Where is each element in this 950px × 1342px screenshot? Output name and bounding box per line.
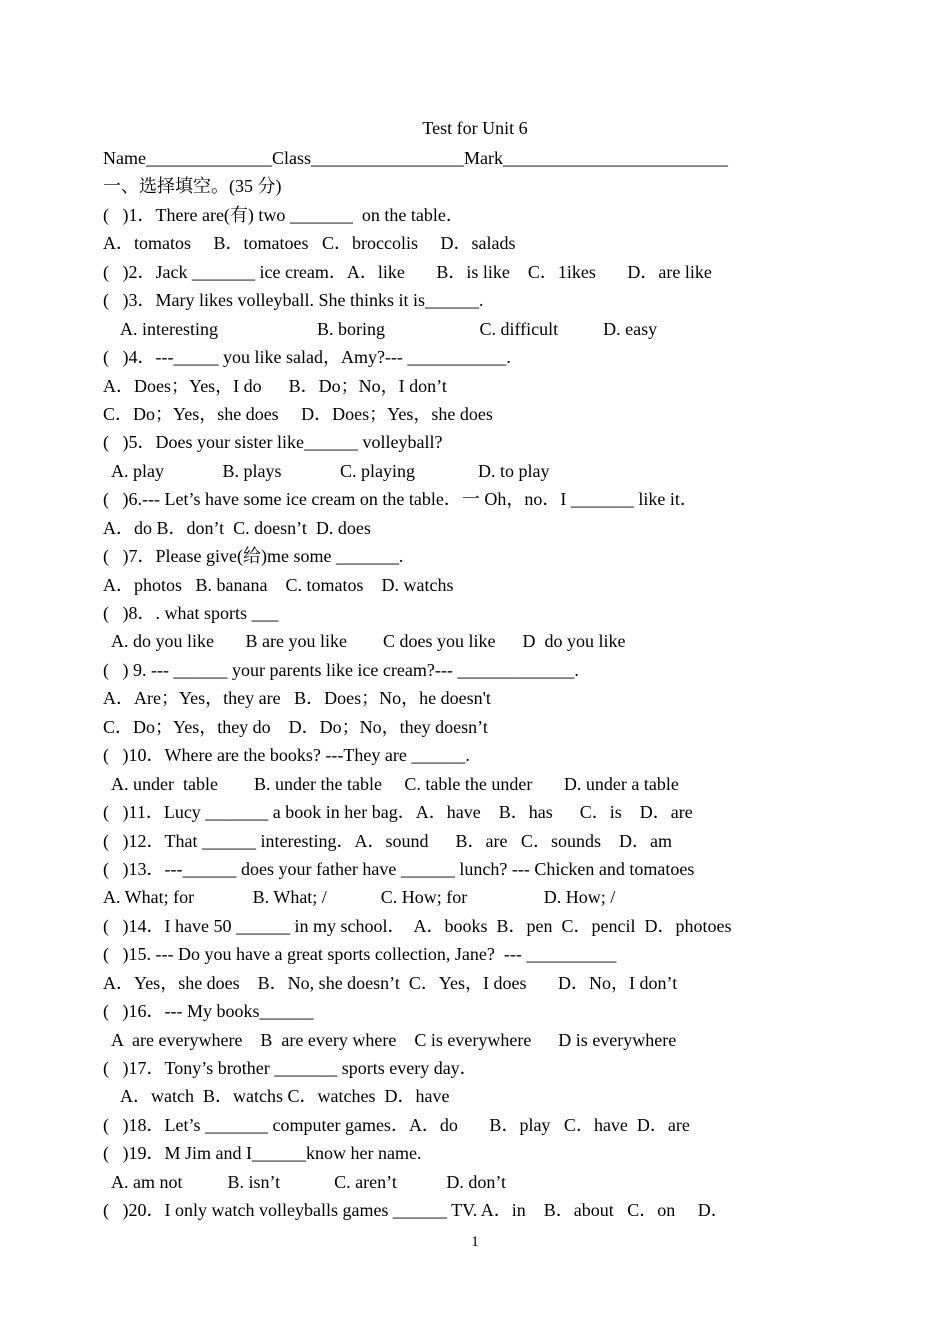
- question-lines: [103, 144, 903, 1225]
- options-line: A are everywhere B are every where C is everywhere D is everywhere: [103, 1029, 677, 1050]
- question-line: ( )19．M Jim and I______know her name.: [103, 1143, 422, 1164]
- options-line: A．do B．don’t C. doesn’t D. does: [103, 517, 371, 538]
- options-line: A．Yes，she does B．No, she doesn’t C．Yes，I does D．No，I don’t: [103, 972, 678, 993]
- options-line: C．Do；Yes，she does D．Does；Yes，she does: [103, 403, 493, 424]
- name-class-mark-line: Name______________Class_________________Mark_________________________: [103, 148, 728, 168]
- question-line: ( )15. --- Do you have a great sports collection, Jane? --- __________: [103, 944, 617, 965]
- question-line: ( )13．---______ does your father have ______ lunch? --- Chicken and tomatoes: [103, 858, 695, 879]
- options-line: A．Are；Yes，they are B．Does；No，he doesn't: [103, 688, 491, 709]
- document-title: Test for Unit 6: [422, 118, 528, 138]
- question-line: ( )11．Lucy _______ a book in her bag．A．have B．has C．is D．are: [103, 802, 693, 823]
- options-line: A．photos B. banana C. tomatos D. watchs: [103, 574, 454, 595]
- options-line: A. do you like B are you like C does you like D do you like: [103, 631, 626, 652]
- options-line: A. What; for B. What; / C. How; for D. How; /: [103, 887, 616, 908]
- question-line: ( ) 9. --- ______ your parents like ice cream?--- _____________.: [103, 659, 579, 680]
- options-line: A．tomatos B．tomatoes C．broccolis D．salads: [103, 233, 516, 254]
- question-line: ( )16．--- My books______: [103, 1001, 314, 1022]
- question-line: ( )7．Please give(给)me some _______.: [103, 546, 404, 567]
- options-line: A. under table B. under the table C. table the under D. under a table: [103, 773, 679, 794]
- question-line: ( )18．Let’s _______ computer games．A．do B．play C．have D．are: [103, 1114, 690, 1135]
- options-line: A．Does；Yes，I do B．Do；No，I don’t: [103, 375, 447, 396]
- question-line: ( )2．Jack _______ ice cream．A．like B．is like C．1ikes D．are like: [103, 261, 712, 282]
- page-number: 1: [471, 1234, 479, 1250]
- question-line: ( )3．Mary likes volleyball. She thinks it is______.: [103, 290, 484, 311]
- question-line: ( )20．I only watch volleyballs games ______ TV. A．in B．about C．on D．: [103, 1200, 729, 1221]
- question-line: ( )12．That ______ interesting．A．sound B．are C．sounds D．am: [103, 830, 672, 851]
- options-line: A．watch B．watchs C．watches D．have: [103, 1086, 450, 1107]
- question-line: ( )6.--- Let’s have some ice cream on the table．一 Oh，no．I _______ like it．: [103, 489, 698, 510]
- options-line: C．Do；Yes，they do D．Do；No，they doesn’t: [103, 716, 488, 737]
- options-line: A. am not B. isn’t C. aren’t D. don’t: [103, 1171, 506, 1192]
- question-line: ( )14．I have 50 ______ in my school． A．books B．pen C．pencil D．photoes: [103, 915, 732, 936]
- question-line: ( )1．There are(有) two _______ on the table．: [103, 204, 464, 225]
- question-line: ( )17．Tony’s brother _______ sports every day．: [103, 1058, 478, 1078]
- question-line: ( )10．Where are the books? ---They are ______.: [103, 745, 470, 766]
- question-line: ( )4．---_____ you like salad，Amy?--- ___________.: [103, 347, 511, 368]
- options-line: A. interesting B. boring C. difficult D. easy: [103, 318, 658, 339]
- question-line: ( )8．. what sports ___: [103, 603, 279, 623]
- section-heading: 一、选择填空。(35 分): [103, 176, 282, 197]
- question-line: ( )5．Does your sister like______ volleyball?: [103, 432, 443, 453]
- options-line: A. play B. plays C. playing D. to play: [103, 460, 550, 481]
